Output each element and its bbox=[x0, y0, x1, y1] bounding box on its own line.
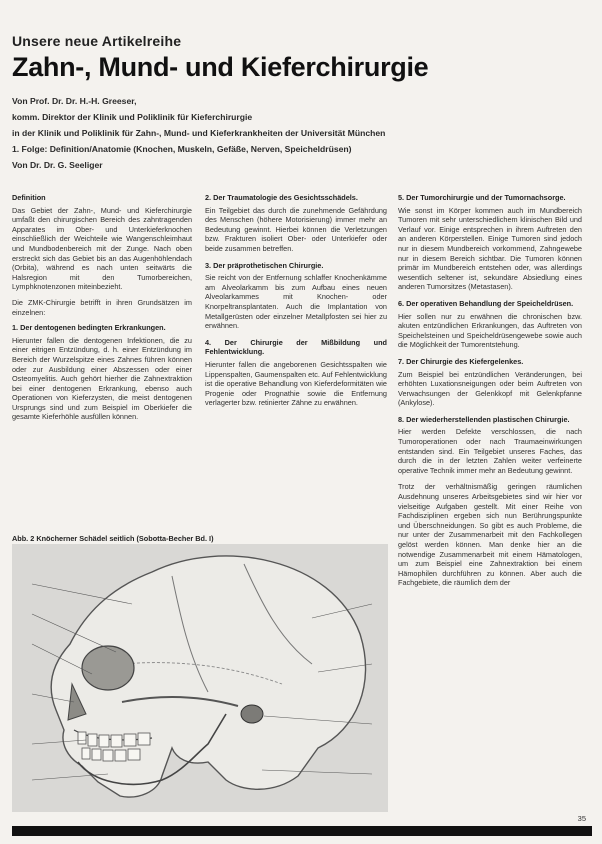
byline-author: Von Prof. Dr. Dr. H.-H. Greeser, bbox=[12, 96, 137, 106]
page-number: 35 bbox=[577, 814, 586, 823]
paragraph: Die ZMK-Chirurgie betrifft in ihren Grundsätzen im einzelnen: bbox=[12, 297, 192, 317]
section-title: 6. Der operativen Behandlung der Speicheldrüsen. bbox=[398, 298, 574, 308]
section-title: 4. Der Chirurgie der Mißbildung und Fehlentwicklung. bbox=[205, 337, 387, 357]
section-text: Ein Teilgebiet das durch die zunehmende Gefährdung des Menschen (höhere Motorisierung) immer mehr an Bedeutung gewinnt. Hierbei können die Verletzungen bzw. Frakturen isoliert Ober- oder Unterkiefer oder beide zusammen betreffen. bbox=[205, 205, 387, 253]
section-7 bbox=[398, 357, 582, 408]
paragraph: Trotz der verhältnismäßig geringen räumlichen Ausdehnung unseres Arbeitsgebietes sind wir hier vor vielseitige Aufgaben gestellt. Mit einer Reihe von Fachdisziplinen ergeben sich nun Berührungspunkte und Überschneidungen. So gibt es auch Probleme, die nur unter der Zusammenarbeit mit den Fachkollegen gelöst werden können. Man denke hier an die notwendige Zusammenarbeit mit einem Hämatologen, um zum Beispiel eine Zahnextraktion bei einem Hämophilen durchführen zu können. Aber auch die Fachgebiete, die räumlich dem der bbox=[398, 482, 582, 588]
section-5 bbox=[398, 193, 582, 292]
section-title: 7. Der Chirurgie des Kiefergelenkes. bbox=[398, 356, 524, 366]
skull-illustration bbox=[12, 544, 388, 812]
section-heading: Definition bbox=[12, 193, 46, 202]
series-title: Unsere neue Artikelreihe bbox=[12, 33, 182, 49]
section-title: 8. Der wiederherstellenden plastischen Chirurgie. bbox=[398, 414, 570, 424]
byline-part: 1. Folge: Definition/Anatomie (Knochen, Muskeln, Gefäße, Nerven, Speicheldrüsen) bbox=[12, 144, 352, 154]
paragraph: Das Gebiet der Zahn-, Mund- und Kieferchirurgie umfaßt den chirurgischen Bereich des zahntragenden Apparates im Ober- und Unterkieferknochen einschließlich der Weichteile wie Wangenschleimhaut und Mundbodenbereich mit der Zunge. Nach oben erstreckt sich das Gebiet bis an das Augenhöhlendach (Orbita), während es nach unten seitwärts die Halsregion mit den Tumorbereichen, Lymphknotenzonen miteinbezieht. bbox=[12, 205, 192, 292]
figure-caption: Abb. 2 Knöcherner Schädel seitlich (Sobotta-Becher Bd. I) bbox=[12, 534, 214, 543]
section-title: 2. Der Traumatologie des Gesichtsschädels. bbox=[205, 193, 358, 202]
section-text: Zum Beispiel bei entzündlichen Veränderungen, bei erhöhten Luxationsneigungen oder beim Auftreten von Verwachsungen der Gelenkkopf mit Gelenkpfanne (Ankylose). bbox=[398, 369, 582, 408]
section-8 bbox=[398, 415, 582, 476]
article-title: Zahn-, Mund- und Kieferchirurgie bbox=[12, 52, 429, 82]
skull-drawing bbox=[12, 544, 388, 812]
section-2 bbox=[205, 193, 387, 254]
section-title: 1. Der dentogenen bedingten Erkrankungen. bbox=[12, 323, 166, 333]
column-1 bbox=[12, 193, 192, 429]
section-text: Hierunter fallen die dentogenen Infektionen, die zu einer eitrigen Entzündung, d. h. einer Entzündung im Bereich der Wurzelspitze eines Zahnes führen können oder zur Ausbildung einer Abszessen oder einer Osteomyelitis. Auch gehört hierher die Zahnextraktion bei einer dentogenen Erkrankung, ebenso auch Operationen von Kieferzysten, die meist dentogenen Ursprungs sind und zum Beispiel im Oberkiefer die gesamte Kieferhöhle ausfüllen können. bbox=[12, 335, 192, 422]
section-text: Hier werden Defekte verschlossen, die nach Tumoroperationen oder nach Traumaeinwirkungen entstanden sind. Ein Teilgebiet unseres Faches, das durch die in der letzten Zahlen weiter verfeinerte operative Technik immer mehr an Bedeutung gewinnt. bbox=[398, 427, 582, 475]
section-1 bbox=[12, 323, 192, 422]
column-2 bbox=[205, 193, 387, 415]
byline-role: komm. Direktor der Klinik und Poliklinik für Kieferchirurgie bbox=[12, 112, 253, 122]
section-title: 5. Der Tumorchirurgie und der Tumornachsorge. bbox=[398, 193, 566, 202]
section-text: Hier sollen nur zu erwähnen die chronischen bzw. akuten entzündlichen Erkrankungen, das Auftreten von Speichelsteinen und Speicheldrüsengewebe sowie auch die Möglichkeit der Tumorentstehung. bbox=[398, 311, 582, 350]
column-3 bbox=[398, 193, 582, 594]
bottom-rule bbox=[12, 826, 592, 836]
section-6 bbox=[398, 299, 582, 350]
byline-institution: in der Klinik und Poliklinik für Zahn-, Mund- und Kieferkrankheiten der Universität München bbox=[12, 128, 386, 138]
section-title: 3. Der präprothetischen Chirurgie. bbox=[205, 260, 324, 270]
byline-coauthor: Von Dr. Dr. G. Seeliger bbox=[12, 160, 103, 170]
section-4 bbox=[205, 338, 387, 408]
section-text: Hierunter fallen die angeborenen Gesichtsspalten wie Lippenspalten, Gaumenspalten etc. Auf Fehlentwicklung ist die operative Behandlung von Kieferdeformitäten wie Progenie oder Prognathie sowie die Entfernung verlagerter bzw. retinierter Zähne zu erwähnen. bbox=[205, 359, 387, 408]
section-3 bbox=[205, 261, 387, 331]
section-text: Sie reicht von der Entfernung schlaffer Knochenkämme am Alveolarkamm bis zum Aufbau eines neuen Alveolarkammes mit Knochen- oder Knorpeltransplantaten. Auch die Implantation von Metallgerüsten oder einzelner Metallpfosten sei hier zu erwähnen. bbox=[205, 273, 387, 331]
section-text: Wie sonst im Körper kommen auch im Mundbereich Tumoren mit sehr unterschiedlichem klinischen Bild und Verlauf vor. Einige entsprechen in ihrem Auftreten den an anderen Körperstellen. Einige Tumoren sind jedoch nur in diesem Mundbereich vorkommend, Zahngewebe nur in diesem Bereich sichtbar. Die Tumoren können primär im Mundbereich entstehen oder, was allerdings wesentlich seltener ist, sekundäre Absiedlung eines anderen Tumorsitzes (Metastasen). bbox=[398, 205, 582, 292]
